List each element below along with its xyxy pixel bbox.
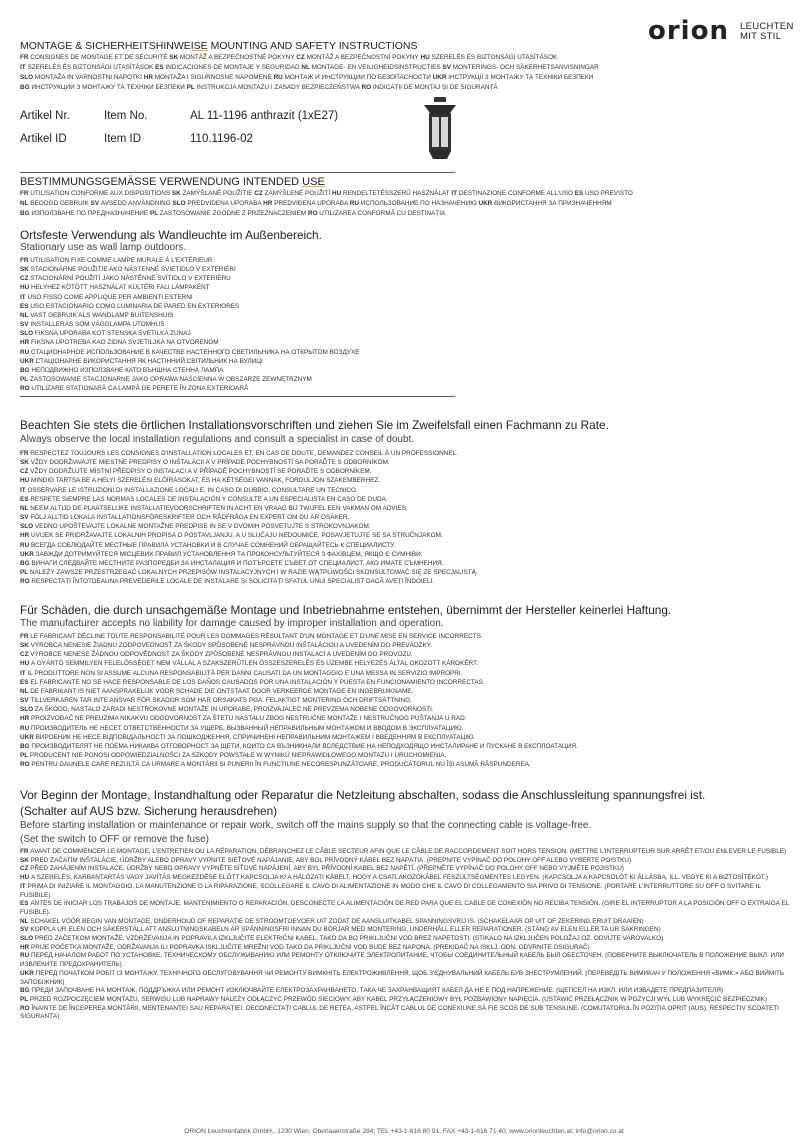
language-code: SV	[20, 926, 31, 934]
translation-text: UTILIZAREA CONFORMĂ CU DESTINAȚIA	[319, 210, 446, 217]
language-code: HU	[20, 874, 32, 882]
translation-text: ВСЕГДА СОБЛЮДАЙТЕ МЕСТНЫЕ ПРАВИЛА УСТАНОВКИ И В СЛУЧАЕ СОМНЕНИЙ ОБРАЩАЙТЕСЬ К СПЕЦИАЛИСТУ.	[31, 541, 396, 549]
list-item	[20, 742, 790, 751]
list-item	[20, 883, 790, 900]
translation-text: CONSIGNES DE MONTAGE ET DE SÉCURITÉ	[30, 54, 170, 61]
translation-text: MONTAGE- EN VEILIGHEIDSINSTRUCTIES	[311, 64, 443, 71]
stationary-subheading: Stationary use as wall lamp outdoors.	[20, 242, 187, 253]
list-item	[20, 724, 790, 733]
article-id-value: 110.1196-02	[190, 133, 253, 145]
language-code: RO	[361, 84, 373, 91]
language-code: SLO	[20, 523, 35, 531]
regulations-subheading: Always observe the local installation regulations and consult a specialist in case of doubt.	[20, 434, 415, 445]
language-code: CZ	[254, 190, 265, 197]
document-title-english: MOUNTING AND SAFETY INSTRUCTIONS	[207, 40, 418, 52]
language-code: IT	[451, 190, 459, 197]
translation-text: IL PRODUTTORE NON SI ASSUME ALCUNA RESPONSABILITÀ PER DANNI CAUSATI DA UN MONTAGGIO E UNA MESSA IN SERVIZIO IMPROPRI.	[27, 669, 463, 677]
list-item	[20, 760, 790, 769]
language-code: SK	[20, 459, 31, 467]
list-item	[20, 495, 790, 504]
translation-text: ЗАВЖДИ ДОТРИМУЙТЕСЯ МІСЦЕВИХ ПРАВИЛ УСТАНОВЛЕННЯ ТА ПРОКОНСУЛЬТУЙТЕСЯ З ФАХІВЦЕМ, ЯКЩО Є СУМНІВИ.	[35, 550, 423, 558]
translation-text: MONTERINGS- OCH SÄKERHETSANVISNINGAR	[452, 64, 599, 71]
translation-line	[20, 73, 790, 83]
translation-text: ПЕРЕД НАЧАЛОМ РАБОТ ПО УСТАНОВКЕ, ТЕХНИЧЕСКОМУ ОБСЛУЖИВАНИЮ ИЛИ РЕМОНТУ ОТКЛЮЧИТЕ ЭЛЕКТРОПИТАНИЕ, ЧТОБЫ СОЕДИНИТЕЛЬНЫЙ КАБЕЛЬ БЫЛ ОБЕСТОЧЕН. (ПОВЕРНИТЕ ВЫКЛЮЧАТЕЛЬ В ПОЛОЖЕНИЕ ВЫКЛ. ИЛИ ИЗВЛЕКИТЕ ПРЕДОХРАНИТЕЛЬ)	[20, 952, 784, 969]
translation-text: HELYHEZ KÖTÖTT HASZNÁLAT KÜLTÉRI FALI LÁMPAKÉNT	[31, 284, 210, 292]
list-item	[20, 733, 790, 742]
translation-text: VAST GEBRUIK ALS WANDLAMP BUITENSHUIS	[30, 311, 174, 319]
translation-text: DE FABRIKANT IS NIET AANSPRAKELIJK VOOR SCHADE DIE ONTSTAAT DOOR VERKEERDE MONTAGE EN INGEBRUIKNAME.	[30, 687, 414, 695]
language-code: UKR	[20, 733, 36, 741]
language-code: FR	[20, 54, 31, 61]
translation-line	[20, 189, 790, 199]
translation-text: RESPECTAȚI ÎNTOTDEAUNA PREVEDERILE LOCALE DE INSTALARE ȘI SOLICITAȚI SFATUL UNUI SPECIALIST DACĂ AVEȚI ÎNDOIELI.	[31, 578, 435, 586]
translation-line	[20, 209, 790, 219]
translation-text: RESPECTEZ TOUJOURS LES CONSIGNES D'INSTALLATION LOCALES ET, EN CAS DE DOUTE, DEMANDEZ CONSEIL À UN PROFESSIONNEL.	[30, 450, 458, 457]
list-item	[20, 926, 790, 935]
power-subheading-note: (Set the switch to OFF or remove the fuse)	[20, 834, 209, 845]
translation-text: MONTAŽA I SIGURNOSNE NAPOMENE	[154, 74, 274, 81]
language-code: UKR	[20, 357, 36, 365]
intended-use-title	[20, 176, 325, 188]
list-item	[20, 714, 790, 723]
language-code: BG	[20, 987, 32, 995]
item-id-label: Item ID	[104, 133, 142, 145]
translation-text: INDICACIONES DE MONTAJE Y SEGURIDAD	[165, 64, 302, 71]
list-item	[20, 513, 790, 522]
translation-text: ZA ŠKODO, NASTALO ZARADI NESTROKOVNE MONTAŽE IN UPORABE, PROIZVAJALEC NE PREVZEMA NOBENE ODGOVORNOSTI.	[34, 706, 434, 714]
translation-text: OSSERVARE LE ISTRUZIONI DI INSTALLAZIONE LOCALI E, IN CASO DI DUBBIO, CONSULTARE UN TECNICO.	[27, 486, 358, 494]
list-item	[20, 329, 790, 338]
list-item	[20, 486, 790, 495]
list-item	[20, 641, 790, 650]
language-code: SLO	[20, 706, 35, 714]
language-code: PL	[186, 84, 197, 91]
translation-text: STACIONÁRNÍ POUŽITÍ JAKO NÁSTĚNNÉ SVÍTIDLO V EXTERIÉRU	[30, 275, 231, 283]
translation-text: FIKSNA UPOTREBA KAO ZIDNA SVJETILJKA NA OTVORENOM	[31, 339, 219, 347]
list-item	[20, 357, 790, 366]
translation-text: INSTRUKCJA MONTAŻU I ZASADY BEZPIECZEŃSTWA	[196, 84, 362, 91]
list-item	[20, 531, 790, 540]
language-code: NL	[20, 504, 31, 512]
language-code: CZ	[296, 54, 307, 61]
language-code: BG	[20, 366, 32, 374]
language-code: HR	[20, 532, 32, 540]
intended-use-translations	[20, 189, 790, 219]
language-code: IT	[20, 669, 28, 677]
language-code: PL	[20, 752, 30, 760]
power-heading: Vor Beginn der Montage, Instandhaltung oder Reparatur die Netzleitung abschalten, sodass die Anschlussleitung spannungsfrei ist.	[20, 788, 706, 802]
translation-text: EL FABRICANTE NO SE HACE RESPONSABLE DE LOS DAÑOS CAUSADOS POR UNA INSTALACIÓN Y PUESTA EN FUNCIONAMIENTO INCORRECTAS.	[30, 678, 485, 686]
document-title-text: MONTAGE & SICHERHEITSHINWE	[20, 40, 191, 52]
list-item	[20, 467, 790, 476]
language-code: ES	[20, 302, 31, 310]
translation-text: A SZERELÉS, KARBANTARTÁS VAGY JAVÍTÁS MEGKEZDÉSE ELŐTT KAPCSOLJA KI A HÁLÓZATI KÁBELT, HOGY A CSATLAKOZÓKÁBEL FESZÜLTSÉGMENTES LEGYEN. (KAPCSOLJA A KAPCSOLÓT KI ÁLLÁSBA, ILL. VEGYE KI A BIZTOSÍTÉKOT.)	[31, 874, 768, 882]
list-item	[20, 256, 790, 265]
translation-text: STACIONÁRNE POUŽITIE AKO NÁSTENNÉ SVIETIDLO V EXTERIÉRI	[30, 266, 236, 274]
language-code: NL	[301, 64, 312, 71]
language-code: RO	[20, 578, 32, 586]
list-item	[20, 687, 790, 696]
footer-contact: ORION Leuchtenfabrik GmbH., 1230 Wien, Oberlaaerstraße 284; TEL +43-1-616 80 91; FAX +43-1-616 71 40; www.orionleuchten.at; info@orion.co.at	[184, 1128, 624, 1135]
list-item	[20, 568, 790, 577]
list-item	[20, 669, 790, 678]
translation-text: VŽDY DODRŽIAVAJTE MIESTNE PREDPISY O INŠTALÁCII A V PRÍPADE POCHYBNOSTÍ SA PORAĎTE S ODBORNÍKOM.	[30, 459, 390, 467]
list-item	[20, 900, 790, 917]
translation-text: PŘED ZAHÁJENÍM INSTALACE, ÚDRŽBY NEBO OPRAVY VYPNĚTE SÍŤOVÉ NAPÁJENÍ, ABY BYL PŘÍVODNÍ KABEL BEZ NAPĚTÍ. (PŘEPNĚTE VYPÍNAČ DO POLOHY OFF NEBO VYJMĚTE POJISTKU)	[30, 865, 624, 873]
language-code: PL	[20, 569, 30, 577]
list-item	[20, 320, 790, 329]
language-code: ES	[20, 900, 31, 908]
translation-text: ANTES DE INICIAR LOS TRABAJOS DE MONTAJE, MANTENIMIENTO O REPARACIÓN, DESCONECTE LA ALIMENTACIÓN DE RED PARA QUE EL CABLE DE CONEXIÓN NO RECIBA TENSIÓN. (GIRE EL INTERRUPTOR A LA POSICIÓN OFF O EXTRAIGA EL FUSIBLE).	[20, 900, 789, 916]
language-code: BG	[20, 210, 32, 217]
language-code: NL	[20, 311, 31, 319]
translation-text: AVSEDD ANVÄNDNING	[100, 200, 173, 207]
list-item	[20, 696, 790, 705]
regulations-translations	[20, 449, 790, 586]
translation-text: AVANT DE COMMENCER LE MONTAGE, L'ENTRETIEN OU LA RÉPARATION, DÉBRANCHEZ LE CÂBLE SECTEUR AFIN QUE LE CÂBLE DE RACCORDEMENT SOIT HORS TENSION. (METTRE L'INTERRUPTEUR SUR ARRÊT ET/OU ENLEVER LE FUSIBLE)	[30, 848, 787, 855]
language-code: FR	[20, 257, 31, 264]
language-code: NL	[20, 917, 31, 925]
regulations-heading: Beachten Sie stets die örtlichen Installationsvorschriften und ziehen Sie im Zweifelsfall einen Fachmann zu Rate.	[20, 418, 609, 432]
list-item	[20, 848, 790, 857]
language-code: BG	[20, 742, 32, 750]
translation-text: ВИНАГИ СЛЕДВАЙТЕ МЕСТНИТЕ РАЗПОРЕДБИ ЗА ИНСТАЛАЦИЯ И ПОТЪРСЕТЕ СЪВЕТ ОТ СПЕЦИАЛИСТ, АКО ИМАТЕ СЪМНЕНИЯ.	[31, 559, 444, 567]
translation-text: ПРОИЗВОДИТЕЛЯТ НЕ ПОЕМА НИКАКВА ОТГОВОРНОСТ ЗА ЩЕТИ, КОИТО СА ВЪЗНИКНАЛИ ВСЛЕДСТВИЕ НА НЕПОДХОДЯЩО ИНСТАЛИРАНЕ И ПУСКАНЕ В ЕКСПЛОАТАЦИЯ.	[31, 742, 578, 750]
translation-text: ИЗПОЛЗВАНЕ ПО ПРЕДНАЗНАЧЕНИЕ	[31, 210, 150, 217]
liability-translations	[20, 632, 790, 769]
list-item	[20, 283, 790, 292]
language-code: BG	[20, 559, 32, 567]
list-item	[20, 659, 790, 668]
translation-text: PROIZVOĐAČ NE PREUZIMA NIKAKVU ODGOVORNOST ZA ŠTETU NASTALU ZBOG NESTRUČNE MONTAŽE I NESTRUČNOG PUŠTANJA U RAD.	[31, 715, 467, 723]
brand-name: orion	[648, 16, 729, 46]
brand-tagline	[740, 22, 794, 42]
translation-text: ИСПОЛЬЗОВАНИЕ ПО НАЗНАЧЕНИЮ	[360, 200, 479, 207]
list-item	[20, 559, 790, 568]
power-translations	[20, 848, 790, 1022]
language-code: NL	[20, 200, 31, 207]
translation-text: KOPPLA UR ELEN OCH SÄKERSTÄLL ATT ANSLUTNINGSKABELN ÄR SPÄNNINGSFRI INNAN DU BÖRJAR MED MONTERING, UNDERHÅLL ELLER REPARATIONER. (STÄNG AV ELEN ELLER TA UR SÄKRINGEN)	[30, 926, 661, 934]
translation-text: NEEM ALTIJD DE PLAATSELIJKE INSTALLATIEVOORSCHRIFTEN IN ACHT EN VRAAG BIJ TWIJFEL EEN VAKMAN OM ADVIES.	[30, 504, 408, 512]
translation-text: VÝROBCE NENESE ŽÁDNOU ODPOVĚDNOST ZA ŠKODY ZPŮSOBENÉ NESPRÁVNOU INSTALACÍ A UVEDENÍM DO PROVOZU.	[30, 651, 413, 659]
translation-text: MINDIG TARTSA BE A HELYI SZERELÉSI ELŐÍRÁSOKAT, ÉS HA KÉTSÉGEI VANNAK, FORDULJON SZAKEMBERHEZ.	[31, 477, 381, 485]
translation-text: UTILISATION CONFORME AUX DISPOSITIONS	[30, 190, 172, 197]
translation-line	[20, 83, 790, 93]
translation-text: PRED ZAČATÍM INŠTALÁCIE, ÚDRŽBY ALEBO OPRAVY VYPNITE SIEŤOVÉ NAPÁJANIE, ABY BOL PRÍVODNÝ KÁBEL BEZ NAPÄTIA. (PREPNITE VYPÍNAČ DO POLOHY OFF ALEBO VYBERTE POISTKU)	[30, 856, 632, 864]
translation-text: PRZED ROZPOCZĘCIEM MONTAŻU, SERWISU LUB NAPRAWY NALEŻY ODŁĄCZYĆ PRZEWÓD SIECIOWY, ABY KABEL PRZYŁĄCZENIOWY BYŁ POZBAWIONY NAPIĘCIA. (USTAWIĆ PRZEŁĄCZNIK W POZYCJI WYŁ LUB WYKRĘCIĆ BEZPIECZNIK)	[29, 995, 768, 1003]
list-item	[20, 751, 790, 760]
list-item	[20, 987, 790, 996]
list-item	[20, 678, 790, 687]
translation-text: SZERELÉS ÉS BIZTONSÁGI UTASÍTÁSOK	[431, 54, 558, 61]
liability-subheading: The manufacturer accepts no liability for damage caused by improper installation and operation.	[20, 618, 444, 629]
article-number-label: Artikel Nr.	[20, 110, 70, 122]
translation-text: BEOOGD GEBRUIK	[30, 200, 91, 207]
list-item	[20, 302, 790, 311]
translation-text: ZASTOSOWANIE STACJONARNE JAKO OPRAWA NAŚCIENNA W OBSZARZE ZEWNĘTRZNYM	[29, 376, 312, 384]
list-item	[20, 865, 790, 874]
language-code: HR	[20, 943, 32, 951]
language-code: IT	[20, 486, 28, 494]
list-item	[20, 476, 790, 485]
language-code: ES	[20, 495, 31, 503]
list-item	[20, 1005, 790, 1022]
brand-tagline-line-1: LEUCHTEN	[740, 21, 794, 32]
power-heading-note: (Schalter auf AUS bzw. Sicherung herausdrehen)	[20, 804, 278, 818]
translation-line	[20, 199, 790, 209]
language-code: SLO	[20, 74, 35, 81]
language-code: SK	[20, 856, 31, 864]
language-code: UKR	[432, 74, 449, 81]
language-code: SLO	[20, 935, 35, 943]
translation-text: NALEŻY ZAWSZE PRZESTRZEGAĆ LOKALNYCH PRZEPISÓW INSTALACYJNYCH I W RAZIE WĄTPLIWOŚCI SKONSULTOWAĆ SIĘ ZE SPECJALISTĄ.	[29, 569, 478, 577]
language-code: HR	[143, 74, 155, 81]
language-code: HR	[263, 200, 275, 207]
language-code: SV	[90, 200, 101, 207]
language-code: RU	[349, 200, 361, 207]
language-code: FR	[20, 190, 31, 197]
title-translations	[20, 53, 790, 93]
language-code: SV	[20, 321, 31, 329]
translation-text: ZASTOSOWANIE ZGODNE Z PRZEZNACZENIEM	[159, 210, 308, 217]
language-code: SK	[20, 642, 31, 650]
list-item	[20, 458, 790, 467]
translation-line	[20, 53, 790, 63]
language-code: FR	[20, 848, 31, 855]
language-code: RO	[20, 385, 32, 393]
translation-text: DESTINAZIONE CONFORME ALL'USO	[458, 190, 575, 197]
language-code: SV	[20, 697, 31, 705]
article-id-label: Artikel ID	[20, 133, 67, 145]
translation-text: PENTRU DAUNELE CARE REZULTĂ CA URMARE A MONTĂRII ȘI PUNERII ÎN FUNCȚIUNE NECORESPUNZĂTOARE, PRODUCĂTORUL NU ÎȘI ASUMĂ RĂSPUNDEREA.	[31, 761, 531, 769]
language-code: RO	[307, 210, 320, 217]
power-subheading: Before starting installation or maintenance or repair work, switch off the mains supply so that the connecting cable is voltage-free.	[20, 820, 592, 831]
language-code: HU	[20, 660, 32, 668]
language-code: UKR	[478, 200, 495, 207]
language-code: HR	[20, 715, 32, 723]
list-item	[20, 996, 790, 1005]
intended-use-title-underlined: USE	[302, 176, 325, 188]
language-code: RO	[20, 761, 32, 769]
article-number-value: AL 11-1196 anthrazit (1xE27)	[190, 110, 339, 122]
brand-logo	[648, 18, 793, 48]
translation-text: ВИКОРИСТАННЯ ЗА ПРИЗНАЧЕННЯМ	[494, 200, 612, 207]
translation-text: TILLVERKAREN TAR INTE ANSVAR FÖR SKADOR SOM HAR ORSAKATS PGA. FELAKTIGT MONTERING OCH DRIFTSÄTTNING.	[30, 697, 413, 705]
language-code: ES	[155, 64, 166, 71]
language-code: RO	[20, 1004, 32, 1012]
language-code: ES	[20, 678, 31, 686]
language-code: UKR	[20, 550, 36, 558]
language-code: HR	[20, 339, 32, 347]
language-code: SV	[20, 514, 31, 522]
translation-text: PREDVIDENA UPORABA	[187, 200, 264, 207]
translation-text: MONTÁŽ A BEZPEČNOSTNÍ POKYNY	[306, 54, 421, 61]
language-code: CZ	[20, 865, 31, 873]
translation-text: ÎNAINTE DE ÎNCEPEREA MONTĂRII, MENTENANȚEI SAU REPARAȚIEI, DECONECTAȚI CABLUL DE REȚEA, ASTFEL ÎNCÂT CABLUL DE CONEXIUNE SĂ FIE SCOS DE SUB TENSIUNE. (COMUTATORUL ÎN POZIȚIA OPRIT (AUS), RESPECTIV SCOATEȚI SIGURANȚA)	[20, 1004, 779, 1021]
list-item	[20, 935, 790, 944]
translation-text: FÖLJ ALLTID LOKALA INSTALLATIONSFÖRESKRIFTER OCH RÅDFRÅGA EN EXPERT OM DU ÄR OSÄKER.	[30, 514, 350, 522]
language-code: RU	[20, 952, 32, 960]
list-item	[20, 338, 790, 347]
translation-text: USO PREVISTO	[585, 190, 633, 197]
translation-text: RENDELTETÉSSZERŰ HASZNÁLAT	[343, 190, 452, 197]
list-item	[20, 348, 790, 357]
translation-text: PRIJE POČETKA MONTAŽE, ODRŽAVANJA ILI POPRAVKA ISKLJUČITE MREŽNI VOD TAKO DA PRIKLJUČNI VOD BUDE BEZ NAPONA. (PREKIDAČ NA ISKLJ. ODN. ODVRNITE OSIGURAČ)	[31, 943, 590, 951]
language-code: PL	[20, 995, 30, 1003]
translation-text: ПРОИЗВОДИТЕЛЬ НЕ НЕСЕТ ОТВЕТСТВЕННОСТИ ЗА УЩЕРБ, ВЫЗВАННЫЙ НЕПРАВИЛЬНЫМ МОНТАЖОМ И ВВОДОМ В ЭКСПЛУАТАЦИЮ.	[31, 724, 464, 732]
divider	[20, 396, 455, 397]
list-item	[20, 375, 790, 384]
language-code: PL	[20, 376, 30, 384]
translation-text: USO ESTACIONARIO COMO LUMINARIA DE PARED EN EXTERIORES	[30, 302, 240, 310]
list-item	[20, 970, 790, 987]
language-code: PL	[149, 210, 160, 217]
wall-lamp-image	[420, 95, 460, 165]
translation-text: UTILIZARE STAȚIONARĂ CA LAMPĂ DE PERETE ÎN ZONA EXTERIOARĂ	[31, 385, 249, 393]
list-item	[20, 874, 790, 883]
translation-text: RESPETE SIEMPRE LAS NORMAS LOCALES DE INSTALACIÓN Y CONSULTE A UN ESPECIALISTA EN CASO DE DUDA.	[30, 495, 388, 503]
language-code: SLO	[172, 200, 188, 207]
translation-text: VŽDY DODRŽUJTE MÍSTNÍ PŘEDPISY O INSTALACI A V PŘÍPADĚ POCHYBNOSTÍ SE PORAĎTE S ODBORNÍKEM.	[30, 468, 372, 476]
translation-text: ПЕРЕД ПОЧАТКОМ РОБІТ ІЗ МОНТАЖУ, ТЕХНІЧНОГО ОБСЛУГОВУВАННЯ ЧИ РЕМОНТУ ВИМКНІТЬ ЕЛЕКТРОЖИВЛЕННЯ, ЩОБ З'ЄДНУВАЛЬНИЙ КАБЕЛЬ БУВ ЗНЕСТРУМЛЕНИЙ. (ПЕРЕВЕДІТЬ ВИМИКАЧ У ПОЛОЖЕННЯ «ВИМК.» АБО ВИЙМІТЬ ЗАПОБІЖНИК)	[20, 969, 785, 986]
list-item	[20, 366, 790, 375]
document-title-underlined: ISE	[190, 40, 208, 52]
language-code: FR	[20, 633, 31, 640]
translation-text: ВИРОБНИК НЕ НЕСЕ ВІДПОВІДАЛЬНОСТІ ЗА ПОШКОДЖЕННЯ, СПРИЧИНЕНІ НЕПРАВИЛЬНИМ МОНТАЖЕМ І ВВЕДЕННЯМ В ЕКСПЛУАТАЦІЮ.	[35, 733, 476, 741]
language-code: HU	[420, 54, 432, 61]
language-code: HU	[20, 284, 32, 292]
translation-text: MONTAŽA IN VARNOSTNI NAPOTKI	[34, 74, 144, 81]
list-item	[20, 265, 790, 274]
language-code: CZ	[20, 275, 31, 283]
list-item	[20, 384, 790, 393]
language-code: IT	[20, 882, 28, 890]
list-item	[20, 577, 790, 586]
list-item	[20, 522, 790, 531]
translation-text: НЕПОДВИЖНО ИЗПОЛЗВАНЕ КАТО ВЪНШНА СТЕННА ЛАМПА	[31, 366, 224, 374]
liability-heading: Für Schäden, die durch unsachgemäße Montage und Inbetriebnahme entstehen, übernimmt der Hersteller keinerlei Haftung.	[20, 603, 672, 617]
translation-text: ZAMÝŠĽANÉ POUŽITIE	[182, 190, 255, 197]
translation-text: ИНСТРУКЦИИ З МОНТАЖУ ТА ТЕХНІКИ БЕЗПЕКИ	[31, 84, 187, 91]
translation-text: UVIJEK SE PRIDRŽAVAJTE LOKALNIH PROPISA O POSTAVLJANJU, A U SLUČAJU NEDOUMICE, POSAVJETUJTE SE SA STRUČNJAKOM.	[31, 532, 443, 540]
list-item	[20, 550, 790, 559]
list-item	[20, 632, 790, 641]
translation-text: ІНСТРУКЦІЇ З МОНТАЖУ ТА ТЕХНІКИ БЕЗПЕКИ	[448, 74, 594, 81]
translation-text: INSTALLERAS SOM VÄGGLAMPA UTOMHUS	[30, 321, 165, 329]
list-item	[20, 541, 790, 550]
translation-text: ПРЕДИ ЗАПОЧВАНЕ НА МОНТАЖ, ПОДДРЪЖКА ИЛИ РЕМОНТ ИЗКЛЮЧВАЙТЕ ЕЛЕКТРОЗАХРАНВАНЕТО, ТАКА ЧЕ ЗАХРАНВАЩИЯТ КАБЕЛ ДА НЕ Е ПОД НАПРЕЖЕНИЕ. (ЩЕПСЕЛ НА ИЗКЛ. ИЛИ ИЗВАДЕТЕ ПРЕДПАЗИТЕЛЯ)	[31, 987, 724, 995]
language-code: ES	[574, 190, 586, 197]
translation-text: VEDNO UPOŠTEVAJTE LOKALNE MONTAŽNE PREDPISE IN SE V DVOMIH POSVETUJTE S STROKOVNJAKOM.	[34, 523, 371, 531]
language-code: CZ	[20, 651, 31, 659]
translation-text: USO FISSO COME APPLIQUE PER AMBIENTI ESTERNI	[27, 293, 193, 301]
translation-text: FIKSNA UPORABA KOT STENSKA SVETILKA ZUNAJ	[34, 330, 191, 338]
translation-text: ZAMÝŠLENÉ POUŽITÍ	[264, 190, 333, 197]
list-item	[20, 449, 790, 458]
divider	[20, 172, 455, 173]
stationary-heading: Ortsfeste Verwendung als Wandleuchte im Außenbereich.	[20, 228, 322, 242]
translation-text: СТАЦИОНАРНОЕ ИСПОЛЬЗОВАНИЕ В КАЧЕСТВЕ НАСТЕННОГО СВЕТИЛЬНИКА НА ОТКРЫТОМ ВОЗДУХЕ	[31, 348, 360, 356]
brand-tagline-line-2: MIT STIL	[740, 31, 782, 42]
language-code: SK	[20, 266, 31, 274]
language-code: SV	[442, 64, 453, 71]
translation-text: PRODUCENT NIE PONOSI ODPOWIEDZIALNOŚCI ZA SZKODY POWSTAŁE W WYNIKU NIEPRAWIDŁOWEGO MONTAŻU I URUCHOMIENIA.	[29, 752, 447, 760]
language-code: IT	[20, 293, 28, 301]
language-code: SK	[171, 190, 183, 197]
translation-text: PRIMA DI INIZIARE IL MONTAGGIO, LA MANUTENZIONE O LA RIPARAZIONE, SCOLLEGARE IL CAVO DI ALIMENTAZIONE IN MODO CHE IL CAVO DI COLLEGAMENTO SIA PRIVO DI TENSIONE. (PORTARE L'INTERRUTTORE SU OFF O SVITARE IL FUSIBILE)	[20, 882, 761, 899]
language-code: RU	[20, 724, 32, 732]
list-item	[20, 311, 790, 320]
language-code: HU	[20, 477, 32, 485]
list-item	[20, 274, 790, 283]
language-code: IT	[20, 64, 28, 71]
translation-text: SCHAKEL VÓÓR BEGIN VAN MONTAGE, ONDERHOUD OF REPARATIE DE STROOMTOEVOER UIT ZODAT DE AANSLUITKABEL SPANNINGSVRIJ IS. (SCHAKELAAR OP UIT OF ZEKERING ERUIT DRAAIEN)	[30, 917, 644, 925]
translation-text: PREDVIĐENA UPORABA	[274, 200, 350, 207]
language-code: BG	[20, 84, 32, 91]
translation-text: SZERELÉS ÉS BIZTONSÁGI UTASÍTÁSOK	[27, 64, 156, 71]
translation-text: INDICAȚII DE MONTAJ ȘI DE SIGURANȚĂ	[372, 84, 498, 91]
translation-text: VÝROBCA NENESIE ŽIADNU ZODPOVEDNOSŤ ZA ŠKODY SPÔSOBENÉ NESPRÁVNOU INŠTALÁCIOU A UVEDENÍM DO PREVÁDZKY.	[30, 642, 432, 650]
language-code: HU	[332, 190, 344, 197]
list-item	[20, 293, 790, 302]
language-code: SLO	[20, 330, 35, 338]
translation-line	[20, 63, 790, 73]
translation-text: СТАЦІОНАРНЕ ВИКОРИСТАННЯ ЯК НАСТІННИЙ СВІТИЛЬНИК НА ВУЛИЦІ	[35, 357, 263, 365]
translation-text: A GYÁRTÓ SEMMILYEN FELELŐSSÉGET NEM VÁLLAL A SZAKSZERŰTLEN ÖSSZESZERELÉS ÉS ÜZEMBE HELYEZÉS ÁLTAL OKOZOTT KÁROKÉRT.	[31, 660, 479, 668]
translation-text: МОНТАЖ И ИНСТРУКЦИИ ПО БЕЗОПАСНОСТИ	[284, 74, 433, 81]
list-item	[20, 705, 790, 714]
translation-text: PRED ZAČETKOM MONTAŽE, VZDRŽEVANJA IN POPRAVILA IZKLJUČITE ELEKTRIČNI KABEL, TAKO DA BO PRIKLJUČNI VOD BREZ NAPETOSTI. (STIKALO NA IZKLJUČEN POLOŽAJ OZ. ODVIJTE VAROVALKO)	[34, 935, 664, 943]
intended-use-title-text: BESTIMMUNGSGEMÄSSE VERWENDUNG INTENDED	[20, 176, 303, 188]
translation-text: MONTÁŽ A BEZPEČNOSTNÉ POKYNY	[179, 54, 297, 61]
document-title	[20, 40, 418, 52]
language-code: RU	[273, 74, 285, 81]
language-code: FR	[20, 450, 31, 457]
list-item	[20, 952, 790, 969]
list-item	[20, 650, 790, 659]
language-code: RU	[20, 541, 32, 549]
translation-text: UTILISATION FIXE COMME LAMPE MURALE À L'EXTÉRIEUR	[30, 257, 213, 264]
list-item	[20, 504, 790, 513]
translation-text: LE FABRICANT DÉCLINE TOUTE RESPONSABILITÉ POUR LES DOMMAGES RÉSULTANT D'UN MONTAGE ET D'UNE MISE EN SERVICE INCORRECTS.	[30, 633, 483, 640]
language-code: SK	[169, 54, 180, 61]
language-code: UKR	[20, 969, 36, 977]
stationary-translations	[20, 256, 790, 393]
language-code: RU	[20, 348, 32, 356]
language-code: CZ	[20, 468, 31, 476]
item-no-label: Item No.	[104, 110, 148, 122]
language-code: NL	[20, 687, 31, 695]
